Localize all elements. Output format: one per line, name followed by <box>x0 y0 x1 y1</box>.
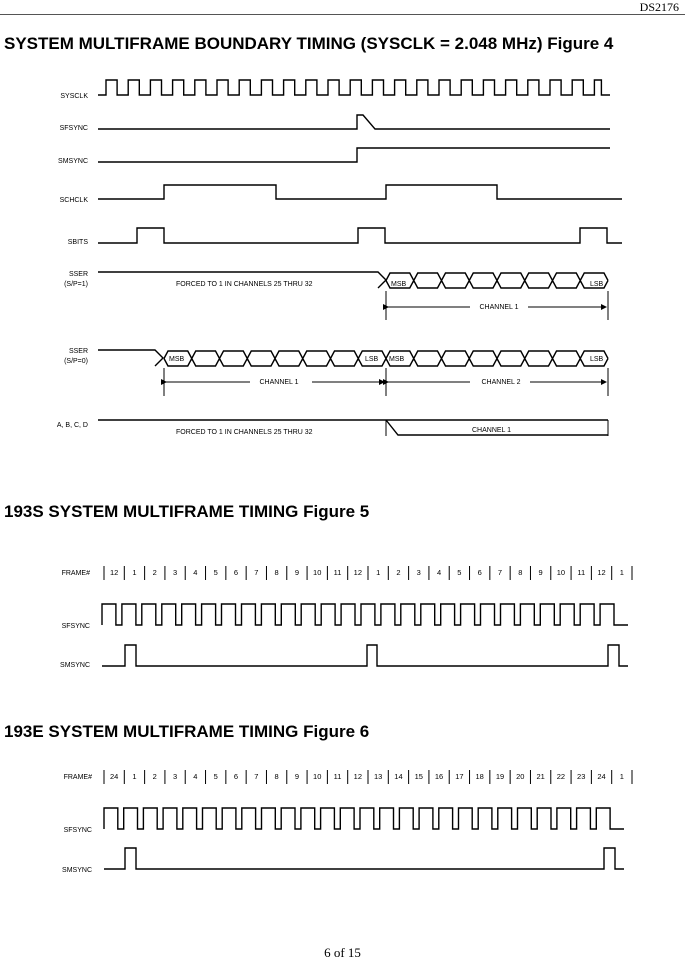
fig5-frame-number: 7 <box>497 568 503 577</box>
fig6-frame-number: 15 <box>414 772 423 781</box>
fig6-frame-number: 23 <box>577 772 586 781</box>
sbits-label: SBITS <box>67 239 88 246</box>
fig6-smsync-waveform <box>104 848 624 869</box>
fig6-frame-number: 11 <box>333 772 342 781</box>
sser0-lsb1-label: LSB <box>365 356 379 363</box>
sser0-lsb2-label: LSB <box>590 356 604 363</box>
fig5-frame-number: 10 <box>313 568 322 577</box>
fig5-smsync-waveform <box>102 645 628 666</box>
fig5-frame-number: 6 <box>233 568 239 577</box>
sser0-msb1-label: MSB <box>169 356 185 363</box>
fig5-frame-number: 3 <box>416 568 421 577</box>
fig6-frame-number: 24 <box>109 772 119 781</box>
fig5-frame-number: 2 <box>396 568 401 577</box>
fig5-frame-number: 1 <box>376 568 381 577</box>
fig5-frame-number: 12 <box>109 568 119 577</box>
abcd-channel1-label: CHANNEL 1 <box>472 427 512 434</box>
fig5-frame-number: 6 <box>477 568 482 577</box>
figure4-title: SYSTEM MULTIFRAME BOUNDARY TIMING (SYSCLK = 2.048 MHz) Figure 4 <box>4 34 614 53</box>
sbits-waveform <box>98 228 622 243</box>
fig6-frame-label: FRAME# <box>63 774 92 781</box>
fig6-frame-number: 9 <box>294 772 300 781</box>
document-id: DS2176 <box>639 0 679 14</box>
sser0-mode-label: (S/P=0) <box>64 358 88 365</box>
fig5-frame-number: 11 <box>333 568 342 577</box>
fig6-frame-number: 18 <box>475 772 484 781</box>
fig5-sfsync-waveform <box>102 604 628 625</box>
fig5-frame-number: 7 <box>254 568 259 577</box>
figure4-diagram <box>57 80 622 436</box>
abcd-forced-annotation: FORCED TO 1 IN CHANNELS 25 THRU 32 <box>176 429 313 436</box>
fig6-frame-number: 21 <box>536 772 545 781</box>
fig5-frame-number: 12 <box>597 568 606 577</box>
sser0-channel1-label: CHANNEL 1 <box>259 379 299 386</box>
fig6-frame-number: 2 <box>152 772 157 781</box>
fig5-frame-number: 8 <box>274 568 279 577</box>
sser1-forced-annotation: FORCED TO 1 IN CHANNELS 25 THRU 32 <box>176 281 313 288</box>
sfsync-label: SFSYNC <box>59 125 88 132</box>
fig6-frame-number: 19 <box>495 772 505 781</box>
fig5-frame-number: 2 <box>152 568 157 577</box>
fig5-frame-label: FRAME# <box>61 570 90 577</box>
sser0-idle-line <box>98 350 163 366</box>
fig5-frame-number: 5 <box>213 568 218 577</box>
fig6-sfsync-label: SFSYNC <box>63 827 92 834</box>
fig5-frame-number: 8 <box>518 568 523 577</box>
sser1-msb-label: MSB <box>391 281 407 288</box>
fig6-frame-number: 24 <box>597 772 606 781</box>
figure5-diagram <box>60 566 632 669</box>
fig6-frame-number: 22 <box>556 772 566 781</box>
fig6-sfsync-waveform <box>104 808 624 829</box>
fig5-frame-number: 4 <box>193 568 198 577</box>
figure6-title: 193E SYSTEM MULTIFRAME TIMING Figure 6 <box>4 722 370 741</box>
fig6-frame-number: 5 <box>213 772 218 781</box>
fig5-frame-row <box>104 566 632 580</box>
fig6-frame-row <box>104 770 632 784</box>
smsync-waveform <box>98 148 610 162</box>
schclk-waveform <box>98 185 622 199</box>
fig5-frame-number: 11 <box>577 568 586 577</box>
page-number: 6 of 15 <box>324 945 361 960</box>
sysclk-waveform <box>98 80 610 95</box>
fig5-frame-number: 3 <box>172 568 178 577</box>
fig6-frame-number: 1 <box>132 772 137 781</box>
fig6-frame-number: 4 <box>193 772 198 781</box>
sser1-label: SSER <box>68 271 88 278</box>
fig5-frame-number: 5 <box>457 568 462 577</box>
fig6-frame-number: 8 <box>274 772 279 781</box>
fig5-sfsync-label: SFSYNC <box>61 623 90 630</box>
sser0-label: SSER <box>68 348 88 355</box>
fig6-frame-number: 3 <box>172 772 178 781</box>
sser0-channel2-label: CHANNEL 2 <box>481 379 521 386</box>
fig5-frame-number: 12 <box>353 568 363 577</box>
fig6-frame-number: 16 <box>434 772 444 781</box>
fig5-frame-number: 1 <box>619 568 624 577</box>
fig6-frame-number: 20 <box>516 772 525 781</box>
fig5-smsync-label: SMSYNC <box>60 662 90 669</box>
sser0-data-bus <box>164 351 608 366</box>
fig6-frame-number: 14 <box>394 772 403 781</box>
fig6-smsync-label: SMSYNC <box>62 867 92 874</box>
fig6-frame-number: 10 <box>313 772 322 781</box>
figure6-diagram <box>62 770 632 874</box>
fig6-frame-number: 7 <box>254 772 259 781</box>
figure5-title: 193S SYSTEM MULTIFRAME TIMING Figure 5 <box>4 502 370 521</box>
sser1-mode-label: (S/P=1) <box>64 281 88 288</box>
fig5-frame-number: 1 <box>132 568 137 577</box>
smsync-label: SMSYNC <box>58 158 88 165</box>
fig6-frame-number: 17 <box>455 772 464 781</box>
sser1-data-bus <box>386 273 608 288</box>
sser0-msb2-label: MSB <box>389 356 405 363</box>
sser1-channel1-label: CHANNEL 1 <box>479 304 519 311</box>
fig6-frame-number: 6 <box>233 772 239 781</box>
abcd-label: A, B, C, D <box>56 422 88 429</box>
fig6-frame-number: 12 <box>353 772 363 781</box>
fig6-frame-number: 13 <box>373 772 383 781</box>
schclk-label: SCHCLK <box>59 197 88 204</box>
fig5-frame-number: 10 <box>556 568 566 577</box>
fig5-frame-number: 9 <box>538 568 543 577</box>
sysclk-label: SYSCLK <box>60 93 88 100</box>
sser1-lsb-label: LSB <box>590 281 604 288</box>
fig6-frame-number: 1 <box>619 772 624 781</box>
fig5-frame-number: 9 <box>294 568 300 577</box>
fig5-frame-number: 4 <box>436 568 442 577</box>
sfsync-waveform <box>98 115 610 129</box>
